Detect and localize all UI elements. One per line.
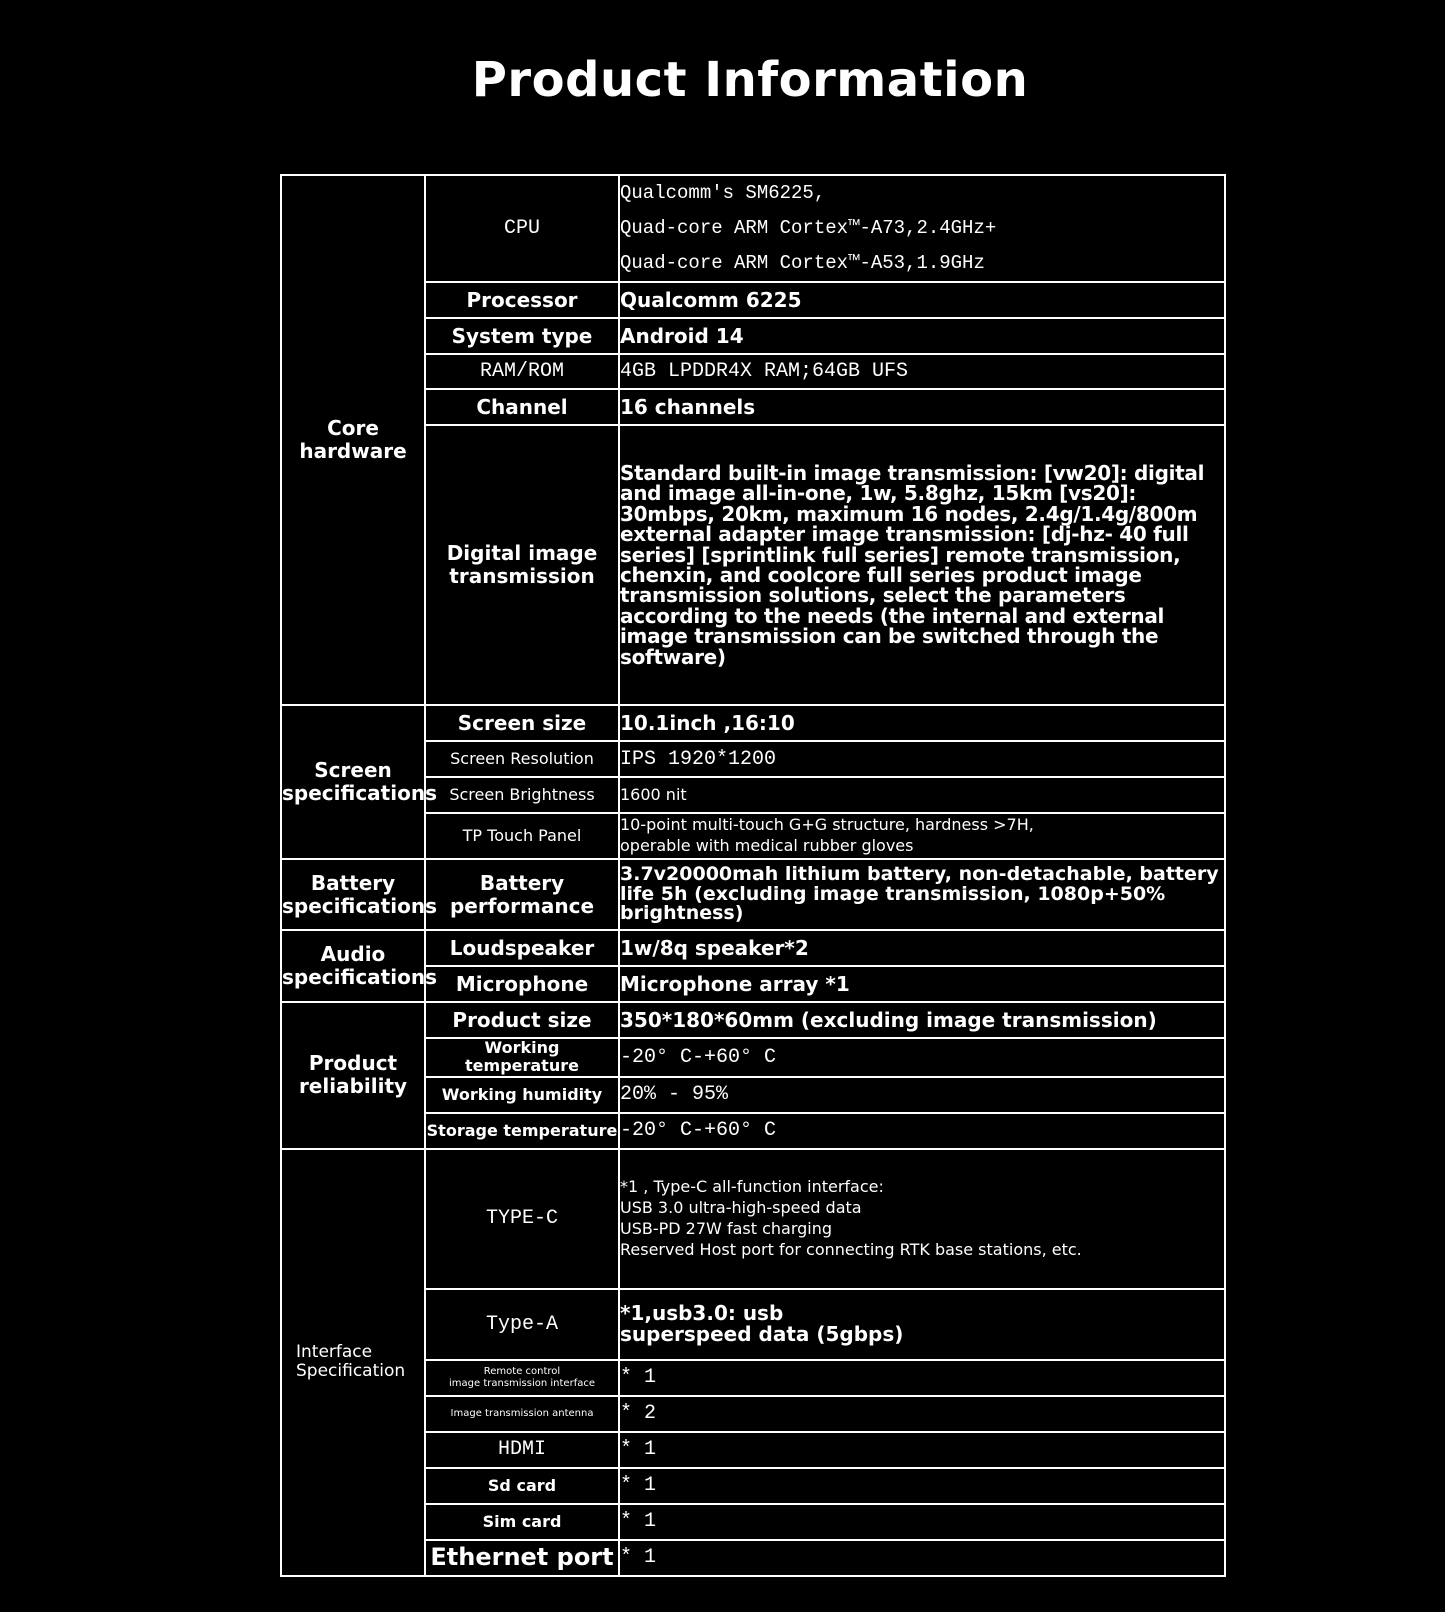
label-product-size: Product size xyxy=(425,1002,619,1038)
value-screen-resolution: IPS 1920*1200 xyxy=(619,741,1225,777)
label-screen-size: Screen size xyxy=(425,705,619,741)
category-core-hardware: Core hardware xyxy=(281,175,425,705)
label-sd-card: Sd card xyxy=(425,1468,619,1504)
value-type-a xyxy=(619,1289,1225,1360)
label-remote-control xyxy=(425,1360,619,1396)
value-system-type: Android 14 xyxy=(619,318,1225,354)
value-product-size: 350*180*60mm (excluding image transmission) xyxy=(619,1002,1225,1038)
page-title: Product Information xyxy=(471,52,1029,108)
label-sim-card: Sim card xyxy=(425,1504,619,1540)
label-digital-image-transmission: Digital image transmission xyxy=(425,425,619,705)
type-c-line: Reserved Host port for connecting RTK base stations, etc. xyxy=(620,1239,1082,1259)
value-battery-performance: 3.7v20000mah lithium battery, non-detachable, battery life 5h (excluding image transmission, 1080p+50% brightness) xyxy=(619,859,1225,930)
remote-label-line: Remote control xyxy=(483,1366,561,1378)
value-cpu xyxy=(619,175,1225,282)
label-working-humidity: Working humidity xyxy=(425,1077,619,1113)
tp-line: operable with medical rubber gloves xyxy=(620,836,914,855)
label-tp-touch-panel: TP Touch Panel xyxy=(425,813,619,859)
row-loudspeaker xyxy=(281,930,1225,966)
label-image-transmission-antenna: Image transmission antenna xyxy=(425,1396,619,1432)
row-battery-performance xyxy=(281,859,1225,930)
value-storage-temperature: -20° C-+60° C xyxy=(619,1113,1225,1149)
label-ram-rom: RAM/ROM xyxy=(425,354,619,389)
label-screen-brightness: Screen Brightness xyxy=(425,777,619,813)
label-working-temperature: Working temperature xyxy=(425,1038,619,1077)
type-c-line: USB 3.0 ultra-high-speed data xyxy=(620,1197,862,1217)
value-screen-brightness: 1600 nit xyxy=(619,777,1225,813)
label-cpu: CPU xyxy=(425,175,619,282)
value-loudspeaker: 1w/8q speaker*2 xyxy=(619,930,1225,966)
label-battery-performance: Battery performance xyxy=(425,859,619,930)
value-image-transmission-antenna: * 2 xyxy=(619,1396,1225,1432)
value-screen-size: 10.1inch ,16:10 xyxy=(619,705,1225,741)
label-channel: Channel xyxy=(425,389,619,425)
label-microphone: Microphone xyxy=(425,966,619,1002)
type-a-line: superspeed data (5gbps) xyxy=(620,1322,904,1347)
label-type-a: Type-A xyxy=(425,1289,619,1360)
value-working-humidity: 20% - 95% xyxy=(619,1077,1225,1113)
type-c-line: USB-PD 27W fast charging xyxy=(620,1218,833,1238)
label-hdmi: HDMI xyxy=(425,1432,619,1468)
label-processor: Processor xyxy=(425,282,619,318)
category-battery-specifications: Battery specifications xyxy=(281,859,425,930)
spec-table xyxy=(280,174,1226,1577)
remote-label-line: image transmission interface xyxy=(449,1377,595,1389)
row-cpu xyxy=(281,175,1225,282)
value-digital-image-transmission: Standard built-in image transmission: [vw20]: digital and image all-in-one, 1w, 5.8ghz, 15km [vs20]: 30mbps, 20km, maximum 16 nodes, 2.4g/1.4g/800m external adapter image transmission: [dj-hz- 40 full series] [sprintlink full series] remote transmission, chenxin, and coolcore full series product image transmission solutions, select the parameters according to the needs (the internal and external image transmission can be switched through the software) xyxy=(619,425,1225,705)
label-screen-resolution: Screen Resolution xyxy=(425,741,619,777)
label-loudspeaker: Loudspeaker xyxy=(425,930,619,966)
value-microphone: Microphone array *1 xyxy=(619,966,1225,1002)
category-audio-specifications: Audio specifications xyxy=(281,930,425,1002)
value-channel: 16 channels xyxy=(619,389,1225,425)
value-remote-control: * 1 xyxy=(619,1360,1225,1396)
value-working-temperature: -20° C-+60° C xyxy=(619,1038,1225,1077)
value-sim-card: * 1 xyxy=(619,1504,1225,1540)
value-type-c xyxy=(619,1149,1225,1289)
row-product-size xyxy=(281,1002,1225,1038)
category-interface-specification: Interface Specification xyxy=(281,1149,425,1576)
row-screen-size xyxy=(281,705,1225,741)
type-c-line: *1 , Type-C all-function interface: xyxy=(620,1177,884,1197)
label-type-c: TYPE-C xyxy=(425,1149,619,1289)
category-product-reliability: Product reliability xyxy=(281,1002,425,1149)
value-processor: Qualcomm 6225 xyxy=(619,282,1225,318)
category-screen-specifications: Screen specifications xyxy=(281,705,425,859)
value-tp-touch-panel xyxy=(619,813,1225,859)
cpu-line: Quad-core ARM Cortex™-A73,2.4GHz+ xyxy=(620,217,997,239)
cpu-line: Quad-core ARM Cortex™-A53,1.9GHz xyxy=(620,252,985,274)
label-ethernet-port: Ethernet port xyxy=(425,1540,619,1576)
row-type-c xyxy=(281,1149,1225,1289)
cpu-line: Qualcomm's SM6225, xyxy=(620,182,826,204)
tp-line: 10-point multi-touch G+G structure, hardness >7H, xyxy=(620,815,1034,835)
value-ram-rom: 4GB LPDDR4X RAM;64GB UFS xyxy=(619,354,1225,389)
value-hdmi: * 1 xyxy=(619,1432,1225,1468)
label-storage-temperature: Storage temperature xyxy=(425,1113,619,1149)
label-system-type: System type xyxy=(425,318,619,354)
type-a-line: *1,usb3.0: usb xyxy=(620,1301,784,1326)
value-ethernet-port: * 1 xyxy=(619,1540,1225,1576)
value-sd-card: * 1 xyxy=(619,1468,1225,1504)
